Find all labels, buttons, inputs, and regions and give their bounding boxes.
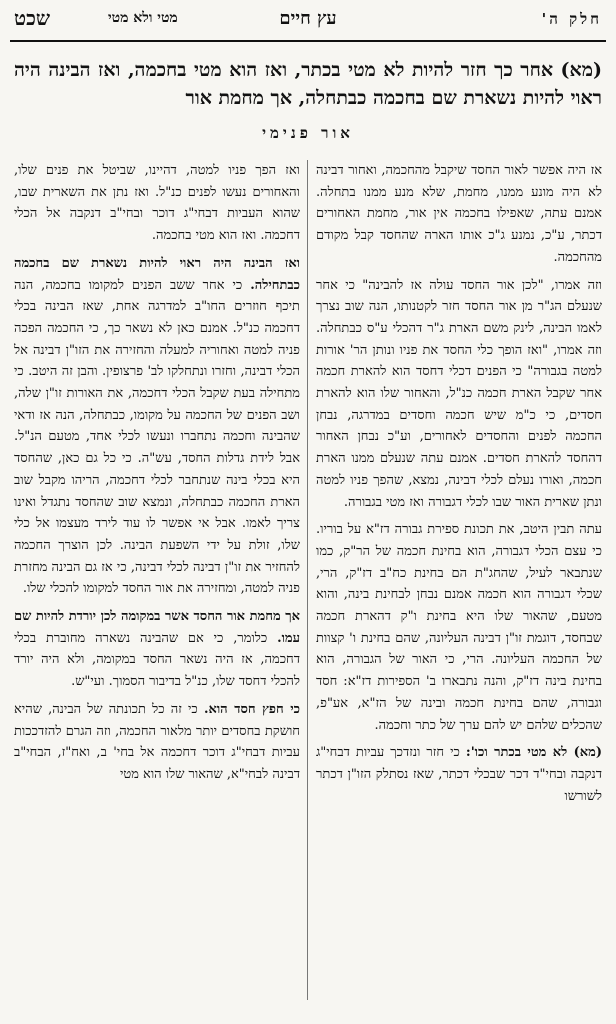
paragraph-text: ואז הפך פניו למטה, דהיינו, שביטל את פנים שלו, והאחורים נעשו לפנים כנ"ל. ואז נתן את השארית שבו, שהוא העביות דבחי"ג דוכר ובחי"ב דנקבה אל הכלי דחכמה. ואז הוא מטי בחכמה. [14,163,300,244]
column-divider [307,160,308,1000]
paragraph-text: עתה תבין היטב, את תכונת ספירת גבורה דז"א על בוריו. כי עצם הכלי דגבורה, הוא בחינת חכמה של הר"ק, כמו שנתבאר לעיל, שהחג"ת הם בחינת כח"ב דז"ק, הרי, שכלי דגבורה הוא חכמה אמנם נבחן לבחינת בינה, והוא מטעם, שהאור שלו היא בחינת ו"ק דהארת חכמה שבחסד, דוגמת זו"ן דבינה העליונה, שהם בחינת ו' קצוות של החכמה העליונה. הרי, כי האור של הגבורה, הוא בחינת בינה דז"ק, והנה נתבארו ב' הספירות דז"א: חסד וגבורה, שהם בחינת חכמה ובינה של הז"א, אע"פ, שהכלים שלהם יש להם ערך של כתר וחכמה. [316,522,602,733]
header-subtopic: מטי ולא מטי [108,10,178,26]
paragraph [14,253,300,600]
section-heading: (מא) אחר כך חזר להיות לא מטי בכתר, ואז הוא מטי בחכמה, ואז הבינה היה ראוי להיות נשארת שם בחכמה כבתחלה, אך מחמת אור [14,59,602,109]
paragraph [316,742,602,807]
left-column [14,160,300,1004]
paragraph-text: כי אחר ששב הפנים למקומו בחכמה, הנה תיכף חוזרים החו"ב למדרגה אחת, שאז הבינה בכלי דחכמה כנ"ל. אמנם כאן לא נשאר כך, כי החכמה הפכה פניה למטה ואחוריה למעלה והחזירה את הזו"ן דבינה אל הכלי דבינה, וחזרו ונתחלקו לב' פרצופין. והבן זה היטב. כי מתחילה בעת שקבל הכלי דחכמה, את האורות זו"ן שלה, ושב הפנים של החכמה על מקומו, כבתחלה, הנה אז ודאי שהבינה וחכמה נתחברו ונעשו לכלי אחד, מטעם הנ"ל. אבל לידת גדלות החסד, עש"ה. כי כל גם כאן, שהחסד היא בכלי בינה שנתחבר לכלי דחכמה, הריהו מקבל שוב הארת החכמה כבתחלה, ונמצא שוב שהחסד נתגדל ואינו צריך לאמו. אבל אי אפשר לו עוד לירד מעצמו אל כלי שלו, זולת על ידי השפעת הבינה. לכן הוצרך החכמה להחזיר את זו"ן דבינה לכלי דבינה, כי אז גם הבינה מחזרת פניה למטה, ומחזירה את אור החסד למקומו להכלי שלו. [14,277,300,597]
header-part: חלק ה' [541,10,602,28]
paragraph-lead: (מא) לא מטי בכתר וכו': [465,745,602,761]
paragraph-lead: ואז הבינה היה ראוי להיות נשארת שם בחכמה כבתחילה. [14,255,300,293]
paragraph [14,699,300,786]
paragraph [316,519,602,736]
paragraph [316,275,602,514]
right-column [316,160,602,1004]
paragraph-lead: כי חפץ חסד הוא. [203,701,300,717]
paragraph-text: כי חזר ונזדכך עביות דבחי"ג דנקבה ובחי"ד דכר שבכלי דכתר, שאז נסתלק הזו"ן דכתר לשורשו [316,745,602,804]
header-portion: שכט [14,6,51,30]
header-rule [10,40,606,42]
paragraph-text: כלומר, כי אם שהבינה נשארה מחוברת בכלי דחכמה, אז היה נשאר החסד במקומה, ולא היה יורד להכלי דחסד שלו, כנ"ל בדיבור הסמוך. ועי"ש. [14,630,300,690]
paragraph-text: אז היה אפשר לאור החסד שיקבל מהחכמה, ואחור דבינה לא היה מונע ממנו, מחמת, שלא מנע ממנו בתחלה. אמנם עתה, שאפילו בחכמה אין אור, מחמת האחורים דכתר, ע"כ, נמנע ג"כ אותו הארה שהחסד קבל מקודם מהחכמה. [316,163,602,265]
paragraph-text: וזה אמרו, "לכן אור החסד עולה אז להבינה" כי אחר שנעלם הג"ר מן אור החסד חזר לקטנותו, הנה שוב נצרך לאמו הבינה, לינק משם הארת ג"ר דהכלי ע"ס כבתחלה. וזה אמרו, "ואז הופך כלי החסד את פניו ונותן הר' אורות למטה בגבורה" כי הפנים דכלי דחסד הוא להארת חכמה אחר שקבל הארת חכמה כנ"ל, והאחור שלו הוא להארת חסדים, כי כ"מ שיש חכמה וחסדים במדרגה, נבחן החכמה לפנים והחסדים לאחורים, וע"כ נבחן האחור דהחסד להארת חסדים. אמנם עתה שנעלם ממנו הארת חכמה, ואורו נעלם לכלי דבינה, נמצא, שהפך פניו למטה ונתן שארית האור שבו לכלי דגבורה ואז מטי בגבורה. [316,277,602,510]
paragraph [316,160,602,269]
paragraph-lead: אך מחמת אור החסד אשר במקומה לכן יורדת להיות שם עמו. [14,609,300,646]
paragraph-text: כי זה כל תכונתה של הבינה, שהיא חושקת בחסדים יותר מלאור החכמה, וזה הגרם להזדככות עביות דבחי"ג דוכר דחכמה אל בחי' ב, ואח"ז, הבחי"ב דבינה לבחי"א, שהאור שלו הוא מטי [14,701,300,782]
section-title: אור פנימי [262,124,354,142]
paragraph [14,606,300,693]
paragraph [14,160,300,247]
header-book-title: עץ חיים [279,8,337,29]
